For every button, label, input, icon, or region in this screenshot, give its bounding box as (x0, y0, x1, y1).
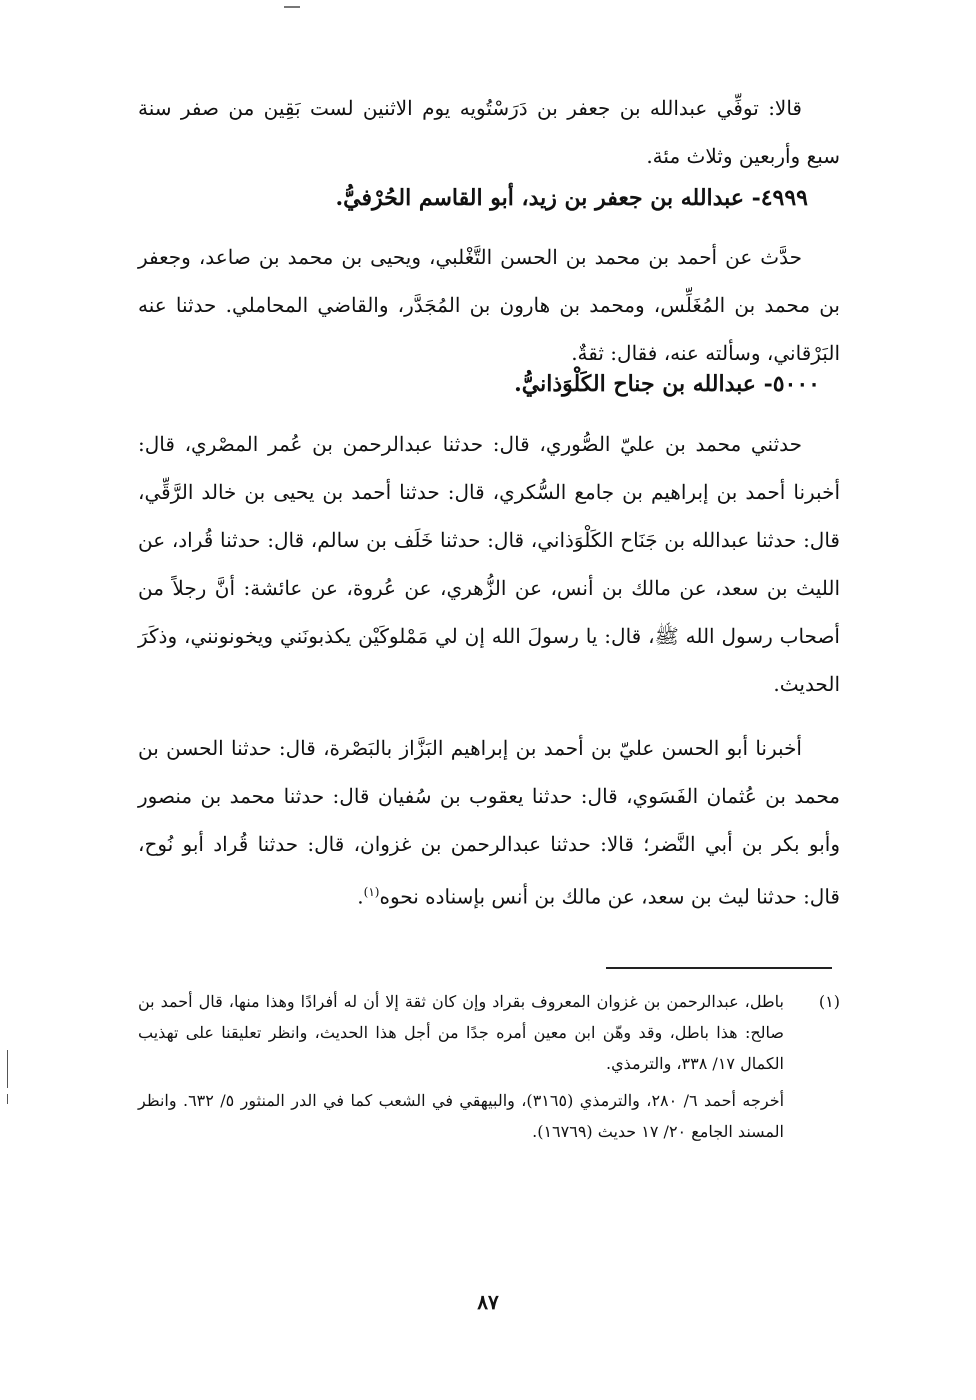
paragraph-text: حدثني محمد بن عليّ الصُّوري، قال: حدثنا عبدالرحمن بن عُمر المصْري، قال: أخبرنا أحمد بن إبراهيم بن جامع السُّكري، قال: حدثنا أحمد بن يحيى بن خالد الرَّقِّي، قال: حدثنا عبدالله بن جَنَاح الكَلْوَذاني، قال: حدثنا خَلَف بن سالم، قال: حدثنا قُراد، عن الليث بن سعد، عن مالك بن أنس، عن الزُّهري، عن عُروة، عن عائشة: أنَّ رجلاً من أصحاب رسول الله ﷺ، قال: يا رسولَ الله إن لي مَمْلوكَيْن يكذبونَني ويخونونني، وذكَرَ الحديث. (138, 432, 840, 696)
margin-mark (7, 1094, 8, 1104)
page-number: ٨٧ (477, 1290, 499, 1314)
paragraph-text: قالا: توفِّي عبدالله بن جعفر بن دَرَسْتُويه يوم الاثنين لست بَقِين من صفر سنة سبع وأربعين وثلاث مئة. (138, 96, 840, 168)
paragraph-death-note (138, 84, 840, 180)
footnote-number: (١) (818, 992, 840, 1011)
paragraph-second-chain (138, 724, 840, 921)
footnote-reference: (١) (363, 885, 380, 899)
footnotes-section (138, 986, 840, 1147)
margin-mark (7, 1050, 8, 1088)
footnote-separator (606, 967, 832, 969)
footnote-text: باطل، عبدالرحمن بن غزوان المعروف بقراد وإن كان ثقة إلا أن له أفرادًا وهذا منها، قال أحمد بن صالح: هذا باطل، وقد وهّن ابن معين أمره جدًا من أجل هذا الحديث، وانظر تعليقنا على تهذيب الكمال ١٧/ ٣٣٨، والترمذي. (138, 992, 784, 1073)
paragraph-text-span: أخبرنا أبو الحسن عليّ بن أحمد بن إبراهيم البَزَّاز بالبَصْرة، قال: حدثنا الحسن بن محمد بن عُثمان الفَسَوي، قال: حدثنا يعقوب بن سُفيان قال: حدثنا محمد بن منصور وأبو بكر بن أبي النَّضر؛ قالا: حدثنا عبدالرحمن بن غزوان، قال: حدثنا قُراد أبو نُوح، قال: حدثنا ليث بن سعد، عن مالك بن أنس بإسناده نحوه (138, 736, 840, 909)
footnote-text-continued: أخرجه أحمد ٦/ ٢٨٠، والترمذي (٣١٦٥)، والبيهقي في الشعب كما في الدر المنثور ٥/ ٦٣٢. وانظر المسند الجامع ٢٠/ ١٧ حديث (١٦٧٦٩). (138, 1091, 785, 1141)
paragraph-text: حدَّث عن أحمد بن محمد بن الحسن التَّغْلبي، ويحيى بن محمد بن صاعد، وجعفر بن محمد بن المُغَلِّس، ومحمد بن هارون بن المُجَدَّر، والقاضي المحاملي. حدثنا عنه البَرْقاني، وسألته عنه، فقال: ثقةٌ. (138, 245, 840, 365)
scan-mark (284, 6, 300, 8)
paragraph-hadith-chain (138, 420, 840, 708)
paragraph-entry-4999 (138, 233, 840, 377)
footnote-1 (138, 986, 840, 1147)
paragraph-text: أخبرنا أبو الحسن عليّ بن أحمد بن إبراهيم البَزَّاز بالبَصْرة، قال: حدثنا الحسن بن محمد بن عُثمان الفَسَوي، قال: حدثنا يعقوب بن سُفيان قال: حدثنا محمد بن منصور وأبو بكر بن أبي النَّضر؛ قالا: حدثنا عبدالرحمن بن غزوان، قال: حدثنا قُراد أبو نُوح، قال: حدثنا ليث بن سعد، عن مالك بن أنس بإسناده نحوه$^{(١)}$. (138, 736, 840, 909)
entry-heading-4999: ٤٩٩٩- عبدالله بن جعفر بن زيد، أبو القاسم الحُرْفيُّ. (335, 185, 808, 211)
entry-heading-5000: ٥٠٠٠- عبدالله بن جناح الكَلْوَذانيُّ. (514, 371, 820, 397)
